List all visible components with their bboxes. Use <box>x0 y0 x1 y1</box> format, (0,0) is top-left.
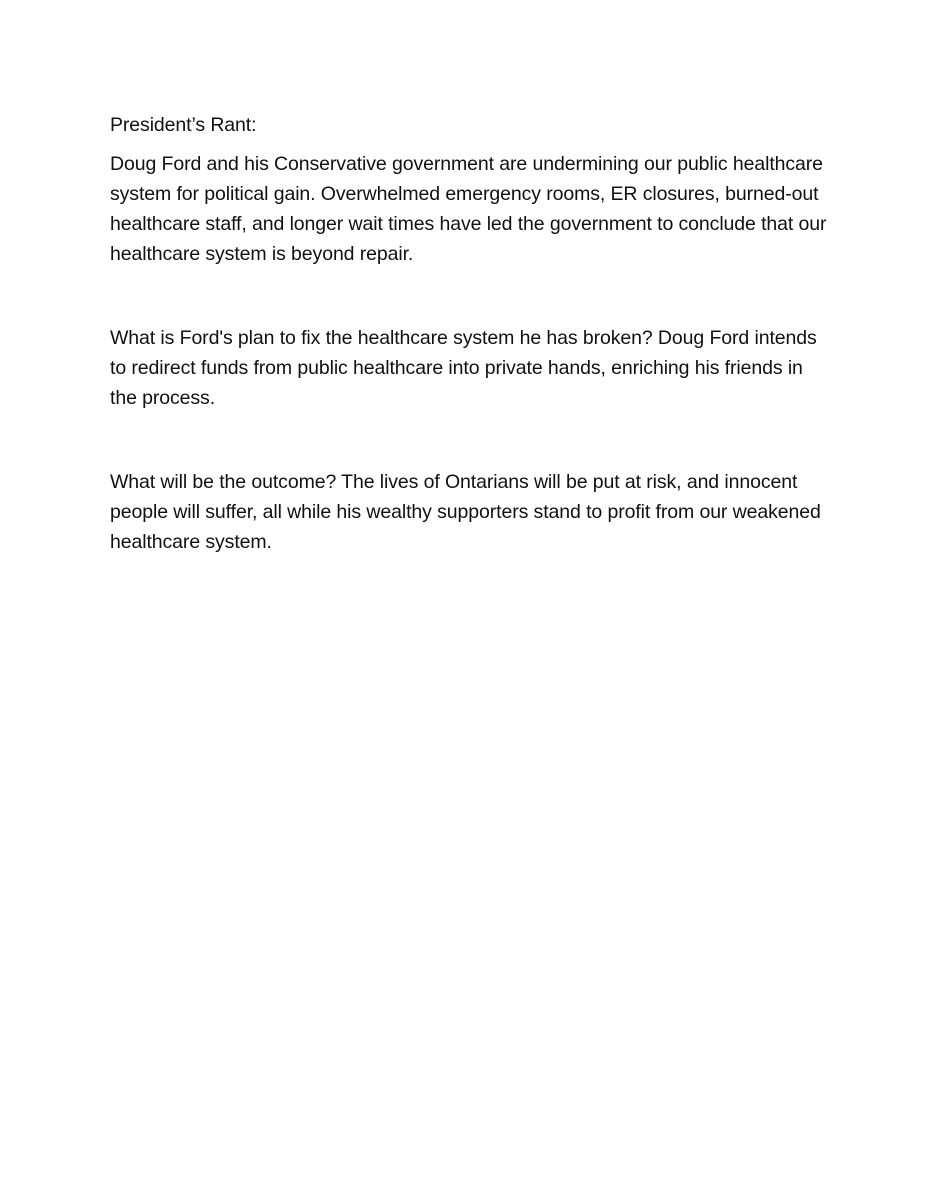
paragraph-1: Doug Ford and his Conservative government are undermining our public healthcare system for political gain. Overwhelmed emergency rooms, ER closures, burned-out healthcare staff, and longer wait times have led the government to conclude that our healthcare system is beyond repair. <box>110 153 827 265</box>
document-heading: President’s Rant: <box>110 114 257 136</box>
document-body <box>110 110 830 557</box>
paragraph-2: What is Ford's plan to fix the healthcare system he has broken? Doug Ford intends to redirect funds from public healthcare into private hands, enriching his friends in the process. <box>110 327 817 409</box>
paragraph-3: What will be the outcome? The lives of Ontarians will be put at risk, and innocent people will suffer, all while his wealthy supporters stand to profit from our weakened healthcare system. <box>110 471 821 553</box>
